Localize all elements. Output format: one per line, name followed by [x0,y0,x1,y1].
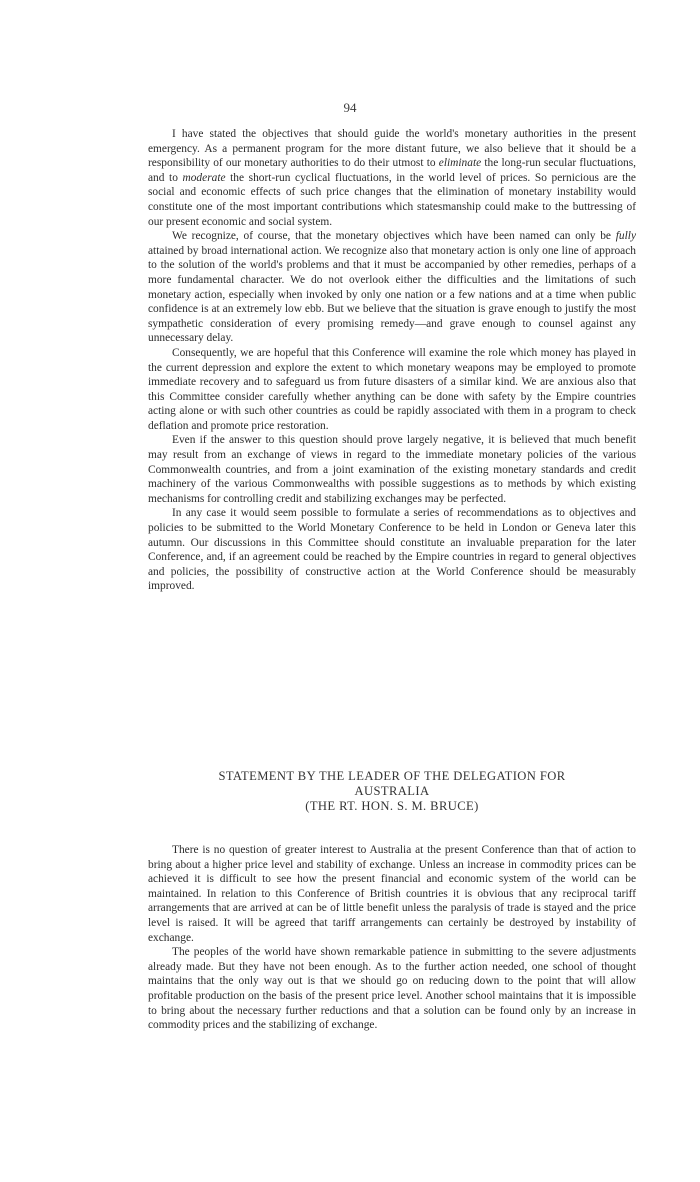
text-run: Even if the answer to this question should prove largely negative, it is believed that much benefit may result from an exchange of views in regard to the immediate monetary policies of the various Commonwealth countries, and from a joint examination of the existing monetary standards and credit machinery of the various Commonwealths with possible suggestions as to methods by which existing mechanisms for controlling credit and stabilizing exchanges may be perfected. [148,434,636,505]
statement-heading [148,769,636,814]
emphasized-text: fully [615,230,636,243]
heading-line: AUSTRALIA [354,784,430,798]
page-number: 94 [343,100,357,115]
text-run: In any case it would seem possible to formulate a series of recommendations as to objectives and policies to be submitted to the World Monetary Conference to be held in London or Geneva later this autumn. Our discussions in this Committee should constitute an invaluable preparation for the later Conference, and, if an agreement could be reached by the Empire countries in regard to general objectives and policies, the possibility of constructive action at the World Conference should be measurably improved. [148,507,636,593]
text-run: I have stated the objectives that should guide the world's monetary authorities in the present emergency. As a permanent program for the more distant future, we also believe that it should be a responsibility of our monetary authorities to do their utmost to [148,128,636,170]
text-run: There is no question of greater interest to Australia at the present Conference than that of action to bring about a higher price level and stability of exchange. Unless an increase in commodity prices can be achieved it is difficult to see how the present financial and economic system of the world can be maintained. In relation to this Conference of British countries it is obvious that any reciprocal tariff arrangements that are arrived at can be of little benefit unless the paralysis of trade is stayed and the price level is raised. It will be agreed that tariff arrangements can certainly be destroyed by instability of exchange. [148,844,636,944]
paragraph [148,843,636,945]
paragraph [148,506,636,594]
text-run: the short-run cyclical fluctuations, in the world level of prices. So pernicious are the social and economic effects of such price changes that the elimination of monetary instability would constitute one of the most important contributions which statesmanship could make to the buttressing of our present economic and social system. [148,171,636,228]
text-run: the long-run secular fluctuations, and to [148,157,636,184]
paragraph [148,433,636,506]
paragraph [148,346,636,434]
paragraph [148,945,636,1033]
text-run: We recognize, of course, that the monetary objectives which have been named can only be [172,230,616,243]
emphasized-text: moderate [182,171,226,184]
emphasized-text: eliminate [438,157,482,170]
heading-line: STATEMENT BY THE LEADER OF THE DELEGATION FOR [218,769,566,783]
text-run: attained by broad international action. We recognize also that monetary action is only one line of approach to the solution of the world's problems and that it must be accompanied by other remedies, perhaps of a more fundamental character. We do not overlook either the difficulties and the limitations of such monetary action, especially when invoked by only one nation or a few nations and at a time when public confidence is at an extremely low ebb. But we believe that the situation is grave enough to justify the most sympathetic consideration of every promising remedy—and grave enough to counsel against any unnecessary delay. [148,244,636,345]
paragraph [148,229,636,346]
monetary-objectives-section [148,127,636,594]
text-run: Consequently, we are hopeful that this Conference will examine the role which money has played in the current depression and explore the extent to which monetary weapons may be employed to promote immediate recovery and to safeguard us from future disasters of a similar kind. We are anxious also that this Committee consider carefully whether anything can be done with safety by the Empire countries acting alone or with such other countries as could be rapidly associated with them in a program to check deflation and promote price restoration. [148,346,636,432]
heading-subtitle: (THE RT. HON. S. M. BRUCE) [305,799,479,813]
paragraph [148,127,636,229]
text-run: The peoples of the world have shown remarkable patience in submitting to the severe adjustments already made. But they have not been enough. As to the further action needed, one school of thought maintains that the only way out is that we should go on reducing down to the point that will allow profitable production on the basis of the present price level. Another school maintains that it is impossible to bring about the necessary further reductions and that a solution can be found only by an increase in commodity prices and the stabilizing of exchange. [148,946,636,1032]
australia-statement-section [148,843,636,1033]
